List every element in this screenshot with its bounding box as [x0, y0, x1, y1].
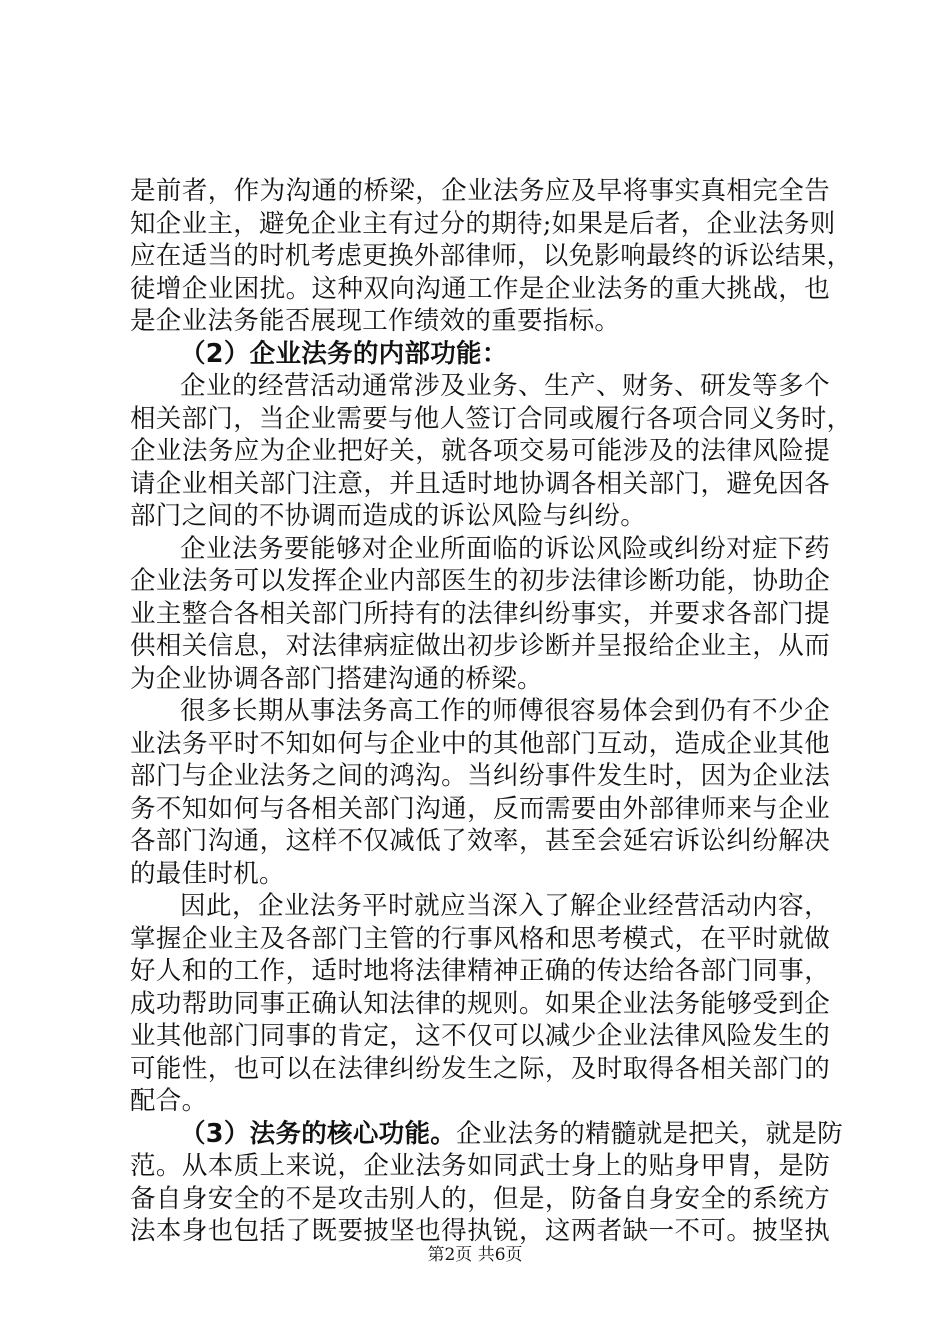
page-footer	[0, 1244, 950, 1266]
text-line: 是企业法务能否展现工作绩效的重要指标。	[130, 306, 621, 336]
text-line: 备自身安全的不是攻击别人的，但是，防备自身安全的系统方	[130, 1183, 830, 1214]
text-line: 成功帮助同事正确认知法律的规则。如果企业法务能够受到企	[130, 988, 830, 1019]
text-line: 法本身也包括了既要披坚也得执锐，这两者缺一不可。披坚执	[130, 1216, 830, 1246]
text-line: 供相关信息，对法律病症做出初步诊断并呈报给企业主，从而	[130, 631, 830, 661]
text-line: 可能性，也可以在法律纠纷发生之际，及时取得各相关部门的	[130, 1053, 830, 1084]
page-number: 第2页 共6页	[427, 1245, 523, 1265]
text-line: 因此，企业法务平时就应当深入了解企业经营活动内容，	[180, 891, 830, 921]
text-line: 为企业协调各部门搭建沟通的桥梁。	[130, 663, 543, 694]
text-line: 部门之间的不协调而造成的诉讼风险与纠纷。	[130, 501, 647, 531]
text-run: 企业法务的精髓就是把关，就是防	[456, 1118, 844, 1149]
text-line: 企业法务要能够对企业所面临的诉讼风险或纠纷对症下药	[180, 533, 830, 564]
text-line: 部门与企业法务之间的鸿沟。当纠纷事件发生时，因为企业法	[130, 761, 830, 791]
text-line: 务不知如何与各相关部门沟通，反而需要由外部律师来与企业	[130, 793, 830, 824]
text-line: 掌握企业主及各部门主管的行事风格和思考模式，在平时就做	[130, 923, 830, 954]
text-line: 应在适当的时机考虑更换外部律师，以免影响最终的诉讼结果，	[130, 241, 853, 271]
section-heading-3: （3）法务的核心功能。	[180, 1118, 457, 1149]
text-line: 好人和的工作，适时地将法律精神正确的传达给各部门同事，	[130, 956, 830, 986]
text-line: 的最佳时机。	[130, 858, 285, 889]
text-line: 业主整合各相关部门所持有的法律纠纷事实，并要求各部门提	[130, 598, 830, 629]
text-line: 很多长期从事法务高工作的师傅很容易体会到仍有不少企	[180, 696, 830, 726]
section-heading-2: （2）企业法务的内部功能：	[180, 338, 508, 369]
text-line: 企业法务应为企业把好关，就各项交易可能涉及的法律风险提	[130, 436, 830, 466]
document-body	[130, 175, 853, 1248]
text-line: 是前者，作为沟通的桥梁，企业法务应及早将事实真相完全告	[130, 176, 830, 206]
text-line: 业法务平时不知如何与企业中的其他部门互动，造成企业其他	[130, 728, 830, 759]
text-line: 业其他部门同事的肯定，这不仅可以减少企业法律风险发生的	[130, 1021, 830, 1051]
text-line: 请企业相关部门注意，并且适时地协调各相关部门，避免因各	[130, 468, 830, 499]
text-line: 相关部门，当企业需要与他人签订合同或履行各项合同义务时，	[130, 403, 853, 434]
text-line: 知企业主，避免企业主有过分的期待;如果是后者，企业法务则	[130, 208, 836, 239]
text-line: 企业的经营活动通常涉及业务、生产、财务、研发等多个	[180, 371, 830, 401]
text-line: 徒增企业困扰。这种双向沟通工作是企业法务的重大挑战，也	[130, 273, 830, 304]
text-line: 配合。	[130, 1086, 208, 1116]
text-line: 企业法务可以发挥企业内部医生的初步法律诊断功能，协助企	[130, 566, 830, 596]
text-line: 范。从本质上来说，企业法务如同武士身上的贴身甲胄，是防	[130, 1151, 830, 1181]
text-line	[130, 1118, 844, 1151]
text-line: 各部门沟通，这样不仅减低了效率，甚至会延宕诉讼纠纷解决	[130, 826, 830, 856]
